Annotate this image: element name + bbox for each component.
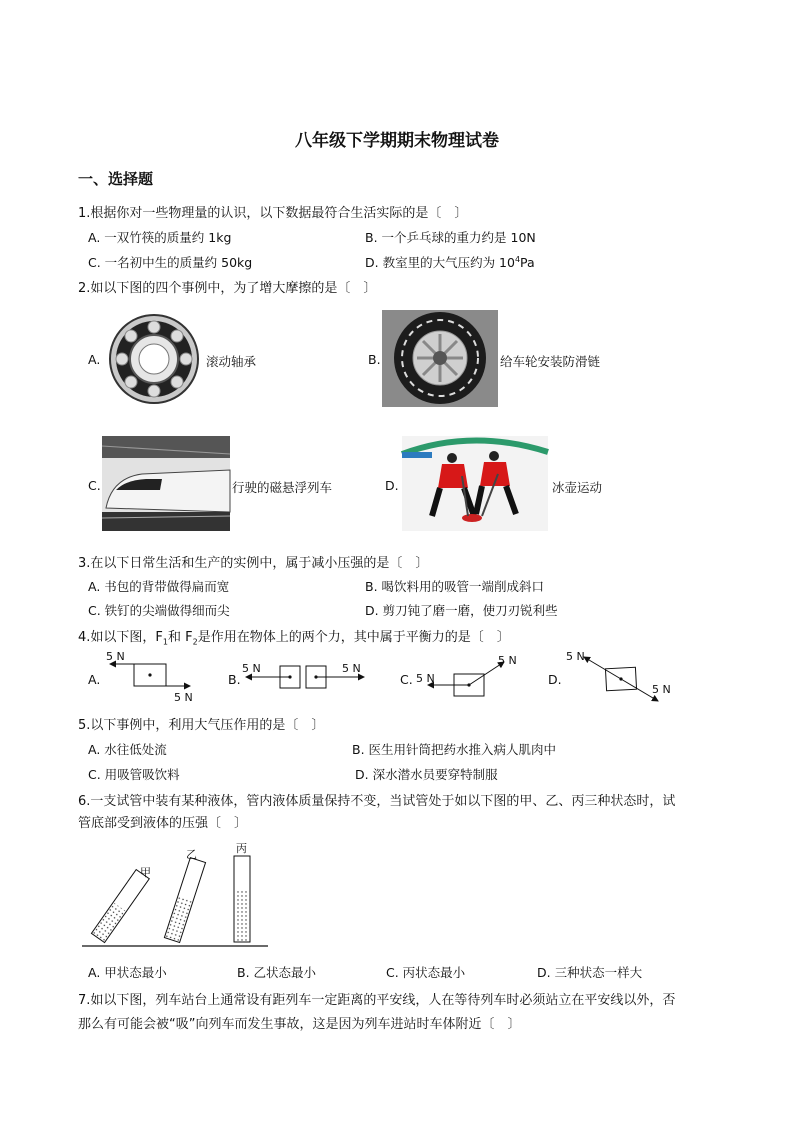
force-diagram-d xyxy=(562,646,682,704)
q4-option-c-letter: C. xyxy=(400,672,413,687)
q2-option-a-letter: A. xyxy=(88,352,101,367)
force-diagram-c xyxy=(414,650,524,700)
q5-option-b: B. 医生用针筒把药水推入病人肌肉中 xyxy=(352,742,557,757)
force-label-c1: 5 N xyxy=(416,672,435,685)
section-heading: 一、选择题 xyxy=(78,170,154,188)
force-diagram-b xyxy=(242,660,370,696)
q2-option-d-text: 冰壶运动 xyxy=(552,480,603,495)
tire-chain-image xyxy=(382,310,498,407)
q5-option-a: A. 水往低处流 xyxy=(88,742,167,757)
q2-option-d-letter: D. xyxy=(385,478,399,493)
force-label-d2: 5 N xyxy=(652,683,671,696)
q6-stem-line2: 管底部受到液体的压强〔 〕 xyxy=(78,816,248,831)
q3-option-c: C. 铁钉的尖端做得细而尖 xyxy=(88,603,230,618)
q6-option-a: A. 甲状态最小 xyxy=(88,965,167,980)
q1-stem: 1.根据你对一些物理量的认识，以下数据最符合生活实际的是〔 〕 xyxy=(78,206,468,221)
q7-stem-line1: 7.如以下图，列车站台上通常设有距列车一定距离的平安线，人在等待列车时必须站立在平安线以外，否 xyxy=(78,993,676,1008)
q4-option-d-letter: D. xyxy=(548,672,562,687)
q3-stem: 3.在以下日常生活和生产的实例中，属于减小压强的是〔 〕 xyxy=(78,556,429,571)
bearing-image xyxy=(104,312,204,407)
q2-option-c-letter: C. xyxy=(88,478,101,493)
q7-stem-line2: 那么有可能会被“吸”向列车而发生事故，这是因为列车进站时车体附近〔 〕 xyxy=(78,1017,521,1032)
q6-option-c: C. 丙状态最小 xyxy=(386,965,466,980)
force-label-b1: 5 N xyxy=(242,662,261,675)
q2-stem: 2.如以下图的四个事例中，为了增大摩擦的是〔 〕 xyxy=(78,281,377,296)
tube-label-yi: 乙 xyxy=(186,848,197,861)
force-label-d1: 5 N xyxy=(566,650,585,663)
q1-option-c: C. 一名初中生的质量约 50kg xyxy=(88,255,253,270)
q1-option-b: B. 一个乒乓球的重力约是 10N xyxy=(365,230,536,245)
force-label-b2: 5 N xyxy=(342,662,361,675)
force-label-c2: 5 N xyxy=(498,654,517,667)
curling-image xyxy=(402,436,548,531)
q5-option-d: D. 深水潜水员要穿特制服 xyxy=(355,767,498,782)
maglev-train-image xyxy=(102,436,230,531)
force-label-a2: 5 N xyxy=(174,691,193,704)
q5-stem: 5.以下事例中，利用大气压作用的是〔 〕 xyxy=(78,718,325,733)
q2-option-b-letter: B. xyxy=(368,352,381,367)
q5-option-c: C. 用吸管吸饮料 xyxy=(88,767,180,782)
q2-option-b-text: 给车轮安装防滑链 xyxy=(500,354,601,369)
q6-option-d: D. 三种状态一样大 xyxy=(537,965,643,980)
q1-option-a: A. 一双竹筷的质量约 1kg xyxy=(88,230,232,245)
tube-label-bing: 丙 xyxy=(236,842,247,855)
q3-option-b: B. 喝饮料用的吸管一端削成斜口 xyxy=(365,579,545,594)
q4-stem: 4.如以下图，$F_1$和 $F_2$是作用在物体上的两个力，其中属于平衡力的是〔 〕 xyxy=(78,630,510,647)
q2-option-c-text: 行驶的磁悬浮列车 xyxy=(232,480,333,495)
tube-label-jia: 甲 xyxy=(140,866,151,879)
q4-option-b-letter: B. xyxy=(228,672,241,687)
test-tubes-diagram xyxy=(80,838,270,950)
page-title: 八年级下学期期末物理试卷 xyxy=(295,131,499,151)
q4-option-a-letter: A. xyxy=(88,672,101,687)
force-diagram-a xyxy=(100,650,200,706)
force-label-a1: 5 N xyxy=(106,650,125,663)
q2-option-a-text: 滚动轴承 xyxy=(206,354,257,369)
q3-option-d: D. 剪刀钝了磨一磨，使刀刃锐利些 xyxy=(365,603,558,618)
q3-option-a: A. 书包的背带做得扁而宽 xyxy=(88,579,230,594)
q6-stem-line1: 6.一支试管中装有某种液体，管内液体质量保持不变，当试管处于如以下图的甲、乙、丙三种状态时，试 xyxy=(78,794,676,809)
q6-option-b: B. 乙状态最小 xyxy=(237,965,317,980)
q1-option-d: D. 教室里的大气压约为 $10^4Pa$ xyxy=(365,254,535,270)
